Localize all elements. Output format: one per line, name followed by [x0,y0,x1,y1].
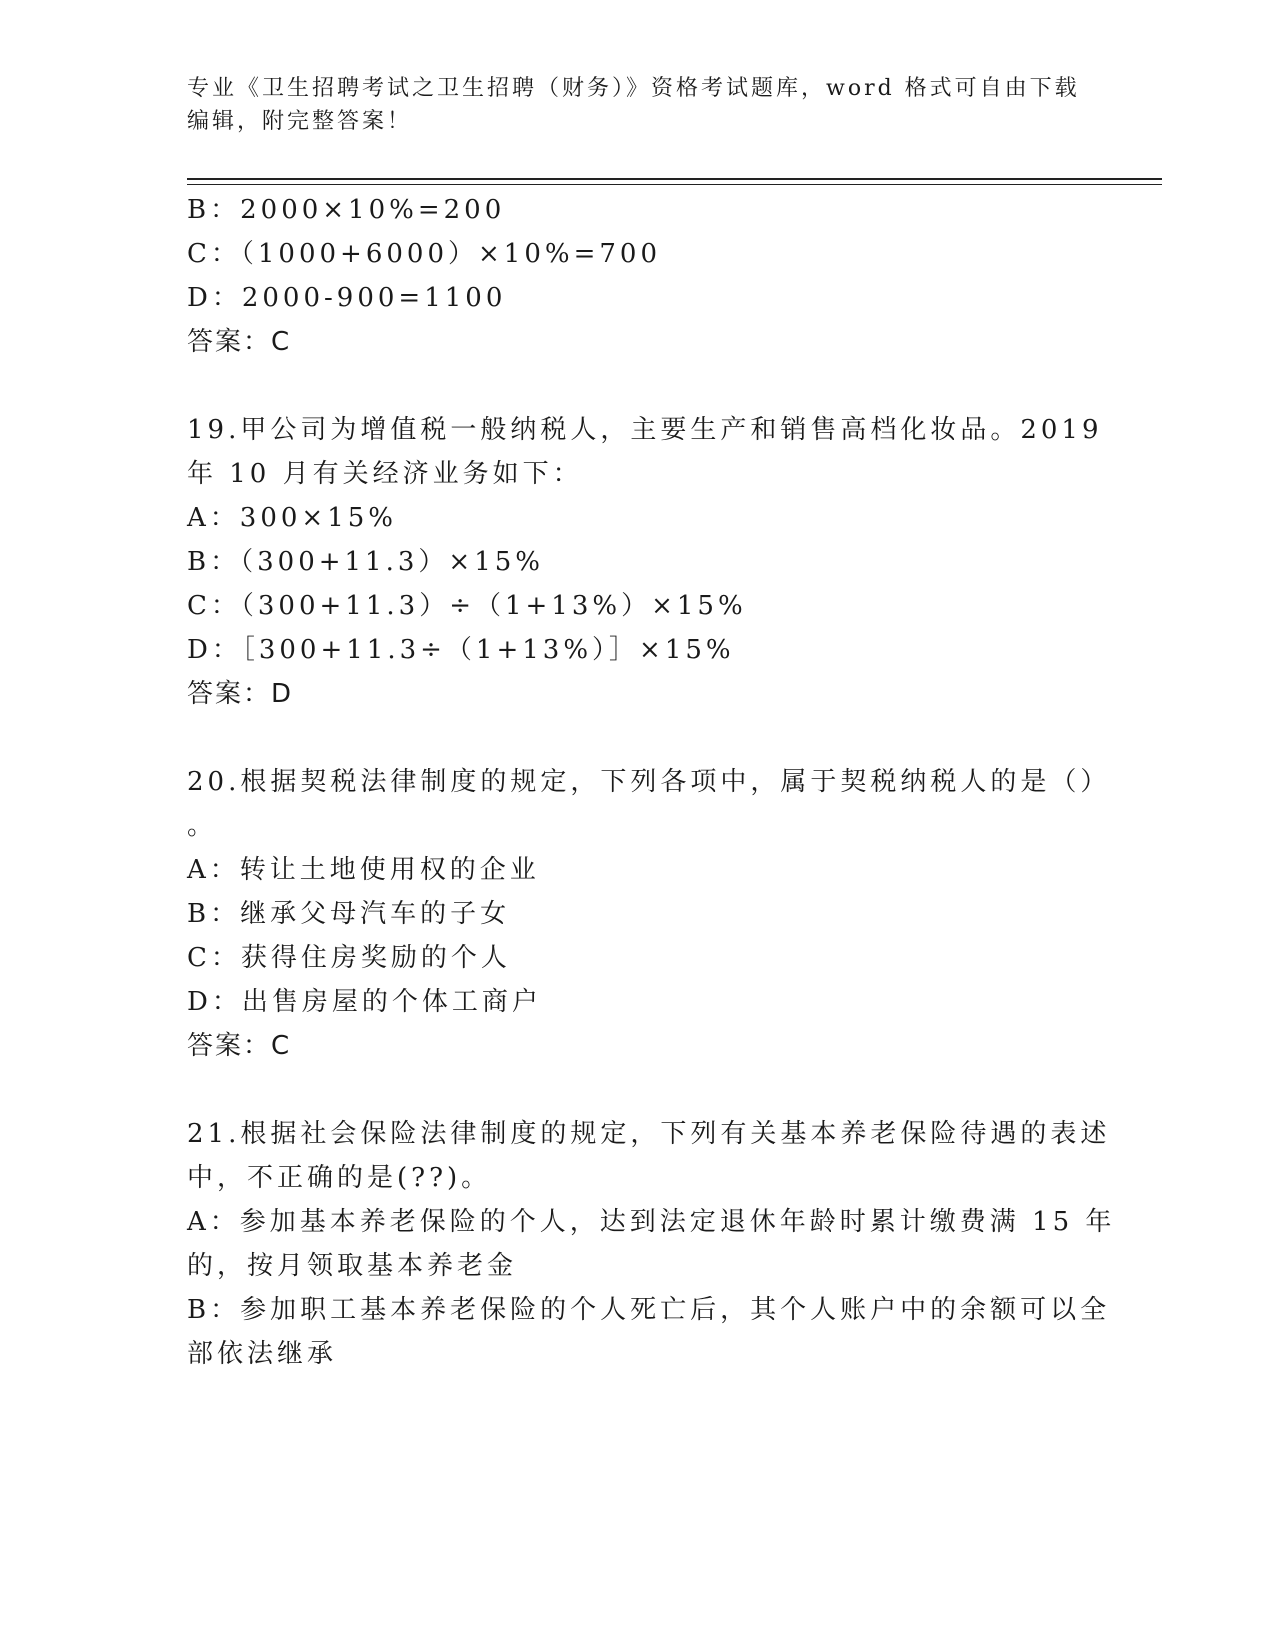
q20-option-a: A：转让土地使用权的企业 [187,855,540,885]
q20-option-d: D：出售房屋的个体工商户 [187,987,542,1017]
q21-option-a-line-2: 的，按月领取基本养老金 [187,1251,518,1281]
q21-option-b-line-1: B：参加职工基本养老保险的个人死亡后，其个人账户中的余额可以全 [187,1295,1111,1325]
q19-stem-line-1: 19.甲公司为增值税一般纳税人，主要生产和销售高档化妆品。2019 [187,415,1103,445]
q18-option-b: B：2000×10%=200 [187,195,506,225]
q20-stem-line-1: 20.根据契税法律制度的规定，下列各项中，属于契税纳税人的是（） [187,767,1111,797]
q18-option-c: C：（1000+6000）×10%=700 [187,239,662,269]
q19-option-a: A：300×15% [187,503,397,533]
header-divider-thin [187,184,1162,185]
q19-option-b: B：（300+11.3）×15% [187,547,544,577]
document-header [187,72,1087,138]
q20-option-c: C：获得住房奖励的个人 [187,943,511,973]
header-line-2: 编辑，附完整答案！ [187,109,413,134]
q19-answer: 答案：D [187,679,294,709]
q19-option-c: C：（300+11.3）÷（1+13%）×15% [187,591,747,621]
q20-option-b: B：继承父母汽车的子女 [187,899,511,929]
q21-stem-line-2: 中，不正确的是(??)。 [187,1163,492,1193]
q19-option-d: D：［300+11.3÷（1+13%）］×15% [187,635,735,665]
q19-stem-line-2: 年 10 月有关经济业务如下： [187,459,583,489]
q18-answer: 答案：C [187,327,292,357]
header-line-1: 专业《卫生招聘考试之卫生招聘（财务）》资格考试题库，word 格式可自由下载 [187,76,1080,101]
q20-stem-line-2: 。 [187,811,218,841]
q21-stem-line-1: 21.根据社会保险法律制度的规定，下列有关基本养老保险待遇的表述 [187,1119,1111,1149]
q20-answer: 答案：C [187,1031,292,1061]
q18-option-d: D：2000-900=1100 [187,283,507,313]
q21-option-b-line-2: 部依法继承 [187,1339,338,1369]
header-divider-thick [187,178,1162,180]
q21-option-a-line-1: A：参加基本养老保险的个人，达到法定退休年龄时累计缴费满 15 年 [187,1207,1116,1237]
